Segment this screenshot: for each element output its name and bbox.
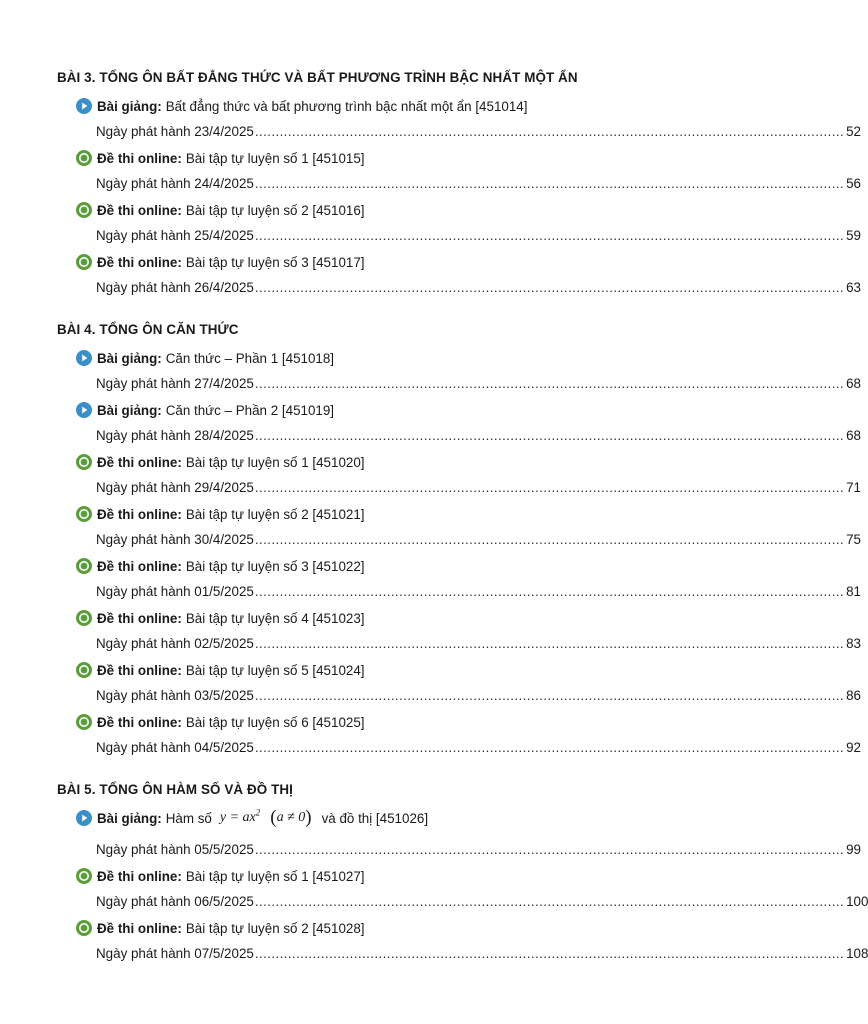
toc-entry-title[interactable] <box>76 452 365 472</box>
page-number: 63 <box>846 280 861 295</box>
toc-entry-title[interactable] <box>76 918 365 938</box>
toc-date-line <box>96 636 861 654</box>
paren-open: ( <box>270 807 277 828</box>
toc-entry-title[interactable] <box>76 866 365 886</box>
entry-name: Bài tập tự luyện số 2 [451028] <box>185 920 365 936</box>
dot-leader: ............................................................................................................................................... <box>254 428 845 443</box>
toc-date-line <box>96 688 861 706</box>
toc-entry-title[interactable] <box>76 660 365 680</box>
entry-type-label: Đề thi online: <box>97 202 182 218</box>
toc-entry-title[interactable] <box>76 556 365 576</box>
page-number: 100 <box>846 894 868 909</box>
release-date: Ngày phát hành 07/5/2025 <box>96 946 254 961</box>
toc-entry-title[interactable] <box>76 808 428 828</box>
release-date: Ngày phát hành 06/5/2025 <box>96 894 254 909</box>
toc-entry-title[interactable] <box>76 252 365 272</box>
release-date: Ngày phát hành 01/5/2025 <box>96 584 254 599</box>
toc-date-line <box>96 740 861 758</box>
dot-leader: ............................................................................................................................................... <box>254 176 845 191</box>
toc-date-line <box>96 176 861 194</box>
dot-leader: ............................................................................................................................................... <box>254 376 845 391</box>
entry-name: Bài tập tự luyện số 1 [451027] <box>185 868 365 884</box>
release-date: Ngày phát hành 02/5/2025 <box>96 636 254 651</box>
entry-name: Bài tập tự luyện số 5 [451024] <box>185 662 365 678</box>
dot-leader: ............................................................................................................................................... <box>254 894 845 909</box>
check-circle-icon <box>76 868 92 884</box>
entry-type-label: Bài giảng: <box>97 98 162 114</box>
toc-date-line <box>96 894 868 912</box>
release-date: Ngày phát hành 25/4/2025 <box>96 228 254 243</box>
formula <box>220 807 312 829</box>
page-number: 75 <box>846 532 861 547</box>
page-number: 59 <box>846 228 861 243</box>
toc-entry-title[interactable] <box>76 712 365 732</box>
release-date: Ngày phát hành 28/4/2025 <box>96 428 254 443</box>
page-number: 83 <box>846 636 861 651</box>
toc-date-line <box>96 124 861 142</box>
toc-entry-title[interactable] <box>76 608 365 628</box>
dot-leader: ............................................................................................................................................... <box>254 636 845 651</box>
release-date: Ngày phát hành 30/4/2025 <box>96 532 254 547</box>
toc-date-line <box>96 428 861 446</box>
entry-name: Bài tập tự luyện số 2 [451021] <box>185 506 365 522</box>
page-number: 71 <box>846 480 861 495</box>
toc-date-line <box>96 280 861 298</box>
check-circle-icon <box>76 506 92 522</box>
dot-leader: ............................................................................................................................................... <box>254 740 845 755</box>
release-date: Ngày phát hành 05/5/2025 <box>96 842 254 857</box>
entry-name: Bài tập tự luyện số 6 [451025] <box>185 714 365 730</box>
formula-exponent: 2 <box>255 807 261 818</box>
toc-entry-title[interactable] <box>76 400 334 420</box>
page-number: 99 <box>846 842 861 857</box>
entry-type-label: Bài giảng: <box>97 350 162 366</box>
page-number: 52 <box>846 124 861 139</box>
release-date: Ngày phát hành 24/4/2025 <box>96 176 254 191</box>
page-number: 81 <box>846 584 861 599</box>
page-number: 92 <box>846 740 861 755</box>
play-circle-icon <box>76 810 92 826</box>
entry-name: Căn thức – Phần 2 [451019] <box>165 402 335 418</box>
check-circle-icon <box>76 662 92 678</box>
paren-close: ) <box>305 807 312 828</box>
dot-leader: ............................................................................................................................................... <box>254 842 845 857</box>
dot-leader: ............................................................................................................................................... <box>254 280 845 295</box>
entry-type-label: Đề thi online: <box>97 506 182 522</box>
section-title: BÀI 4. TỔNG ÔN CĂN THỨC <box>57 322 239 337</box>
play-circle-icon <box>76 98 92 114</box>
toc-entry-title[interactable] <box>76 504 365 524</box>
page-number: 86 <box>846 688 861 703</box>
release-date: Ngày phát hành 03/5/2025 <box>96 688 254 703</box>
toc-entry-title[interactable] <box>76 148 365 168</box>
play-circle-icon <box>76 350 92 366</box>
check-circle-icon <box>76 150 92 166</box>
play-circle-icon <box>76 402 92 418</box>
page-number: 68 <box>846 376 861 391</box>
entry-type-label: Đề thi online: <box>97 662 182 678</box>
toc-date-line <box>96 842 861 860</box>
check-circle-icon <box>76 558 92 574</box>
section-title: BÀI 3. TỔNG ÔN BẤT ĐẲNG THỨC VÀ BẤT PHƯƠNG TRÌNH BẬC NHẤT MỘT ẨN <box>57 70 578 85</box>
entry-name-prefix: Hàm số <box>165 810 212 826</box>
toc-entry-title[interactable] <box>76 200 365 220</box>
release-date: Ngày phát hành 26/4/2025 <box>96 280 254 295</box>
entry-name: Bất đẳng thức và bất phương trình bậc nhất một ẩn [451014] <box>165 98 528 114</box>
toc-date-line <box>96 228 861 246</box>
page-number: 108 <box>846 946 868 961</box>
page-number: 56 <box>846 176 861 191</box>
check-circle-icon <box>76 454 92 470</box>
dot-leader: ............................................................................................................................................... <box>254 228 845 243</box>
dot-leader: ............................................................................................................................................... <box>254 946 845 961</box>
toc-entry-title[interactable] <box>76 96 527 116</box>
check-circle-icon <box>76 920 92 936</box>
toc-date-line <box>96 532 861 550</box>
entry-type-label: Bài giảng: <box>97 810 162 826</box>
dot-leader: ............................................................................................................................................... <box>254 688 845 703</box>
entry-name: Bài tập tự luyện số 1 [451015] <box>185 150 365 166</box>
entry-type-label: Đề thi online: <box>97 714 182 730</box>
entry-name: Bài tập tự luyện số 4 [451023] <box>185 610 365 626</box>
entry-type-label: Đề thi online: <box>97 454 182 470</box>
entry-type-label: Đề thi online: <box>97 558 182 574</box>
section-title: BÀI 5. TỔNG ÔN HÀM SỐ VÀ ĐỒ THỊ <box>57 782 293 797</box>
dot-leader: ............................................................................................................................................... <box>254 532 845 547</box>
entry-name-suffix: và đồ thị [451026] <box>321 810 429 826</box>
formula-main: y = ax <box>219 810 256 825</box>
release-date: Ngày phát hành 27/4/2025 <box>96 376 254 391</box>
entry-type-label: Đề thi online: <box>97 254 182 270</box>
dot-leader: ............................................................................................................................................... <box>254 584 845 599</box>
entry-name: Căn thức – Phần 1 [451018] <box>165 350 335 366</box>
entry-type-label: Đề thi online: <box>97 610 182 626</box>
check-circle-icon <box>76 202 92 218</box>
entry-name: Bài tập tự luyện số 3 [451022] <box>185 558 365 574</box>
release-date: Ngày phát hành 23/4/2025 <box>96 124 254 139</box>
toc-entry-title[interactable] <box>76 348 334 368</box>
release-date: Ngày phát hành 29/4/2025 <box>96 480 254 495</box>
dot-leader: ............................................................................................................................................... <box>254 124 845 139</box>
check-circle-icon <box>76 254 92 270</box>
entry-type-label: Đề thi online: <box>97 920 182 936</box>
entry-name: Bài tập tự luyện số 1 [451020] <box>185 454 365 470</box>
check-circle-icon <box>76 610 92 626</box>
release-date: Ngày phát hành 04/5/2025 <box>96 740 254 755</box>
entry-type-label: Đề thi online: <box>97 150 182 166</box>
formula-condition: a ≠ 0 <box>276 810 306 825</box>
check-circle-icon <box>76 714 92 730</box>
entry-name: Bài tập tự luyện số 3 [451017] <box>185 254 365 270</box>
dot-leader: ............................................................................................................................................... <box>254 480 845 495</box>
entry-type-label: Đề thi online: <box>97 868 182 884</box>
toc-date-line <box>96 480 861 498</box>
entry-type-label: Bài giảng: <box>97 402 162 418</box>
entry-name: Bài tập tự luyện số 2 [451016] <box>185 202 365 218</box>
page-number: 68 <box>846 428 861 443</box>
toc-date-line <box>96 376 861 394</box>
toc-date-line <box>96 584 861 602</box>
toc-date-line <box>96 946 868 964</box>
